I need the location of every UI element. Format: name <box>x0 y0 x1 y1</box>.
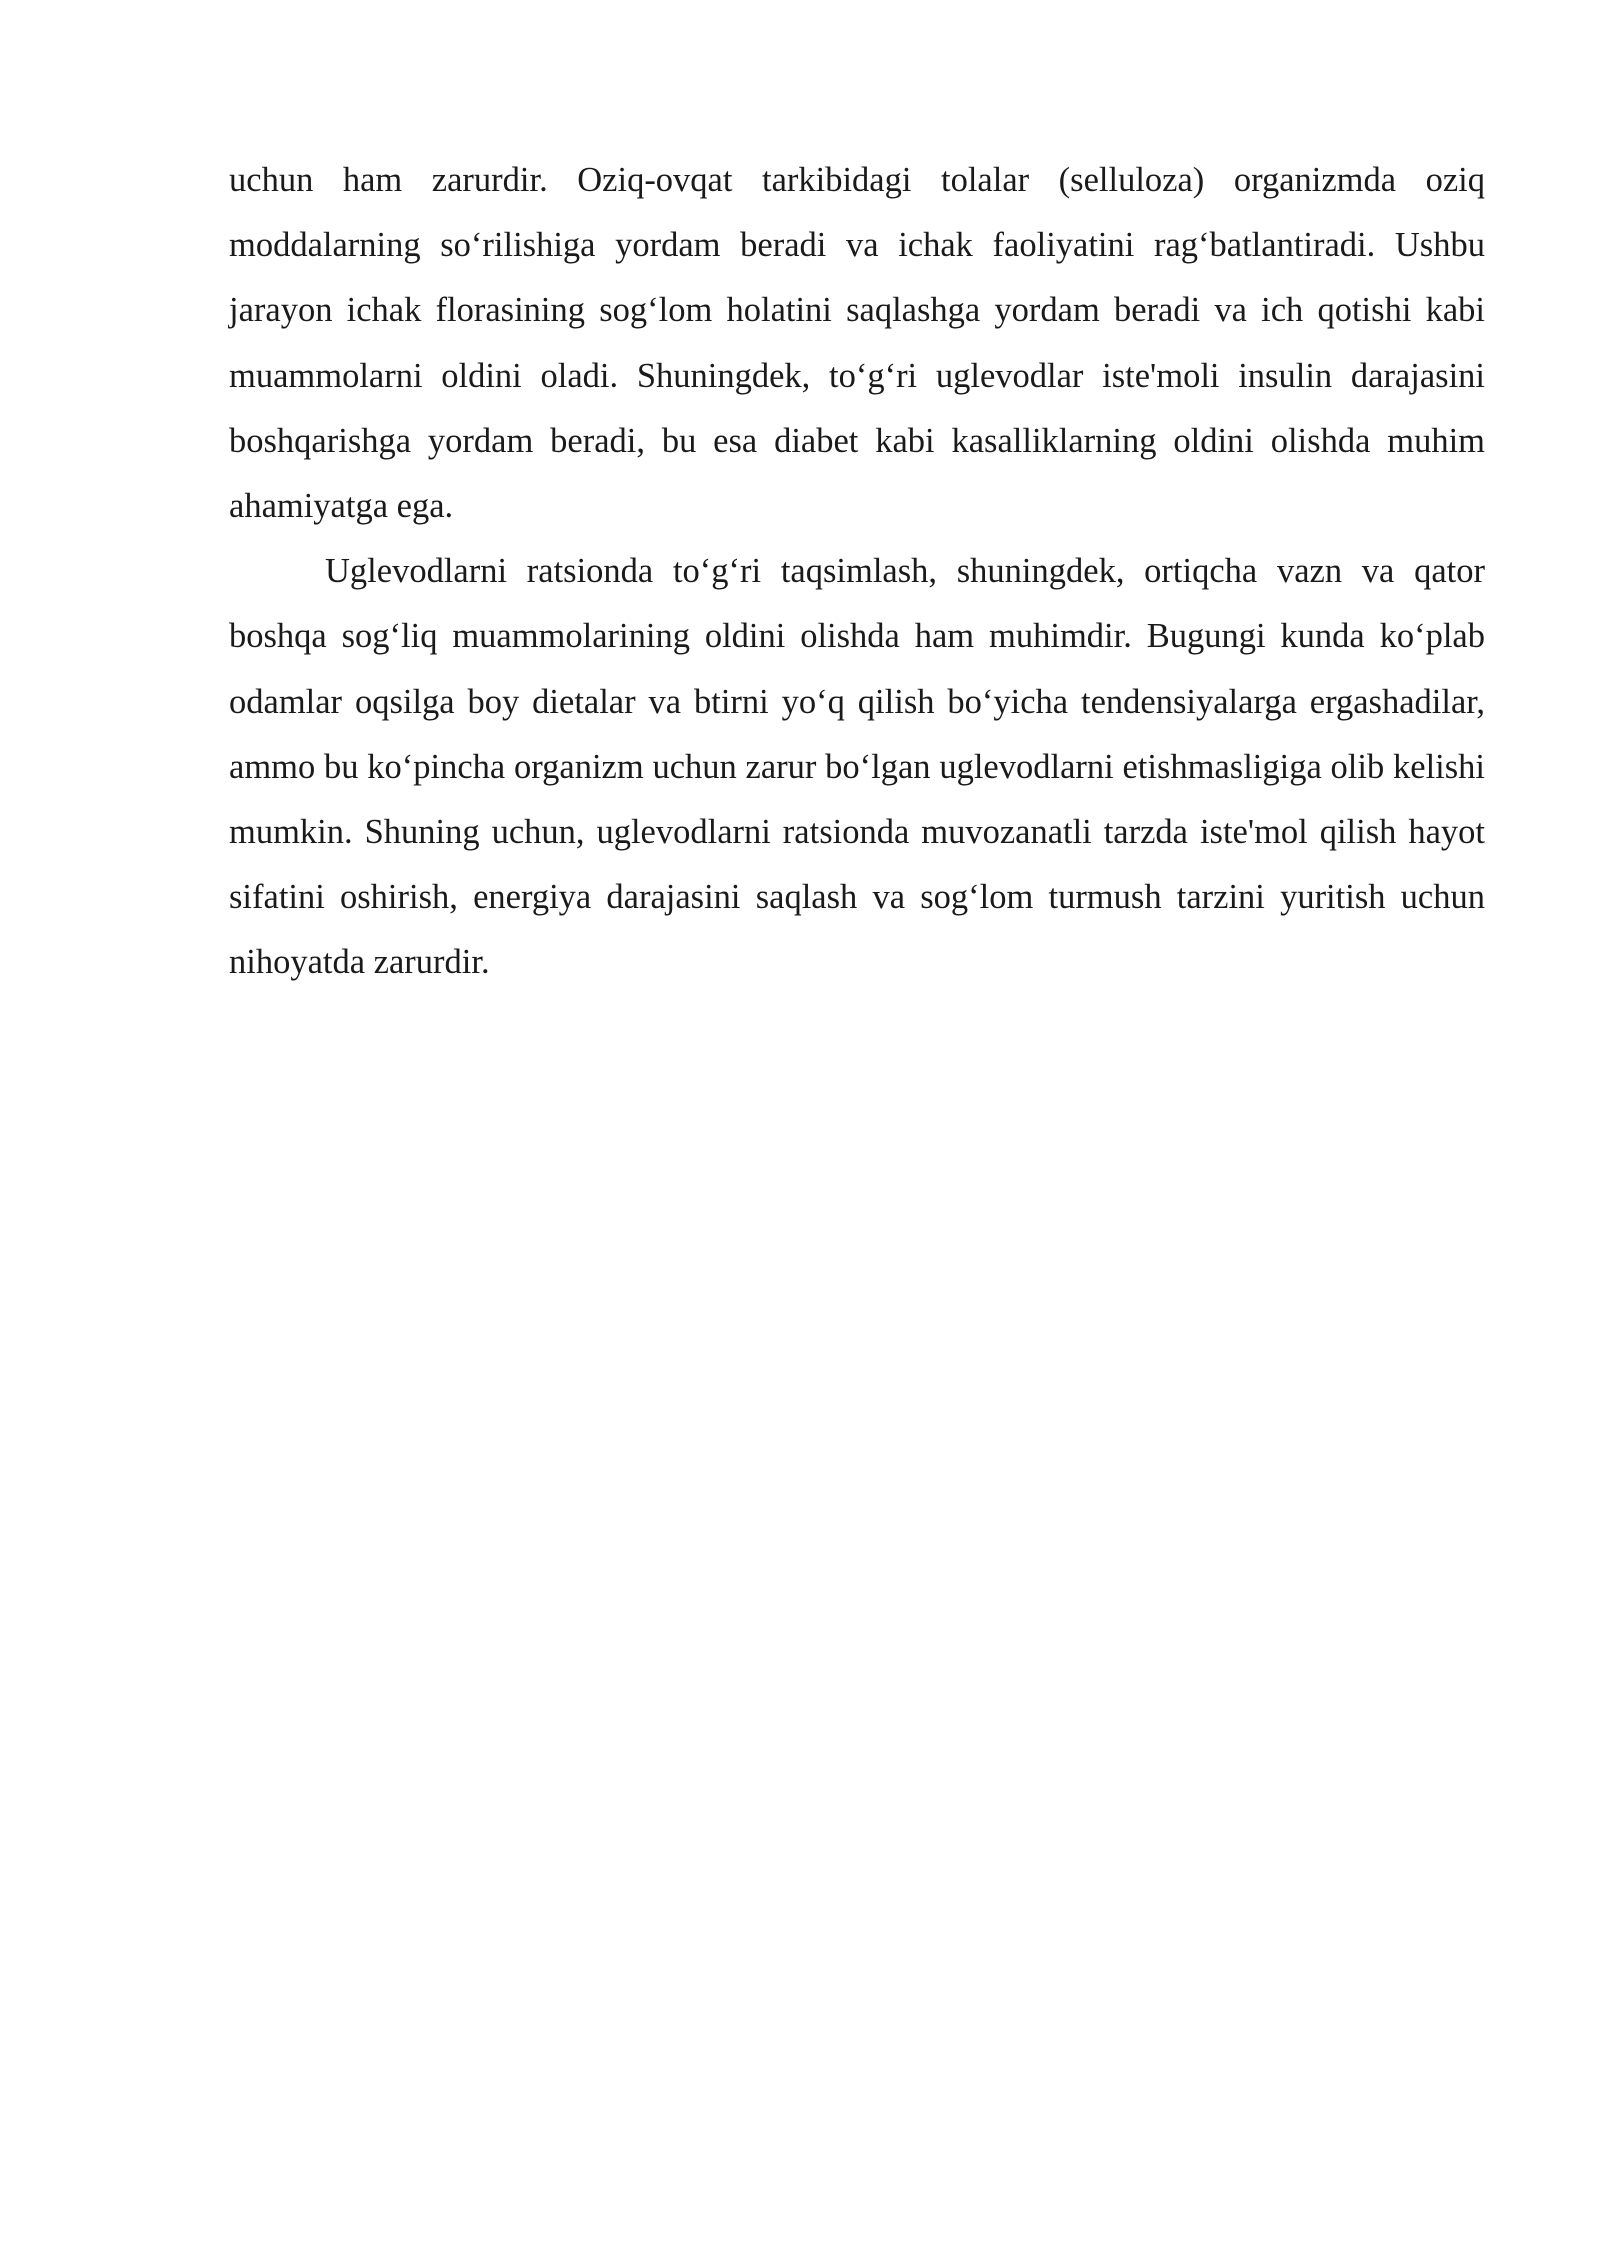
body-text <box>229 148 1485 996</box>
paragraph-1: uchun ham zarurdir. Oziq-ovqat tarkibidagi tolalar (selluloza) organizmda oziq moddalarning so‘rilishiga yordam beradi va ichak faoliyatini rag‘batlantiradi. Ushbu jarayon ichak florasining sog‘lom holatini saqlashga yordam beradi va ich qotishi kabi muammolarni oldini oladi. Shuningdek, to‘g‘ri uglevodlar iste'moli insulin darajasini boshqarishga yordam beradi, bu esa diabet kabi kasalliklarning oldini olishda muhim ahamiyatga ega. <box>229 161 1485 526</box>
paragraph-2: Uglevodlarni ratsionda to‘g‘ri taqsimlash, shuningdek, ortiqcha vazn va qator boshqa sog‘liq muammolarining oldini olishda ham muhimdir. Bugungi kunda ko‘plab odamlar oqsilga boy dietalar va btirni yo‘q qilish bo‘yicha tendensiyalarga ergashadilar, ammo bu ko‘pincha organizm uchun zarur bo‘lgan uglevodlarni etishmasligiga olib kelishi mumkin. Shuning uchun, uglevodlarni ratsionda muvozanatli tarzda iste'mol qilish hayot sifatini oshirish, energiya darajasini saqlash va sog‘lom turmush tarzini yuritish uchun nihoyatda zarurdir. <box>229 552 1485 982</box>
